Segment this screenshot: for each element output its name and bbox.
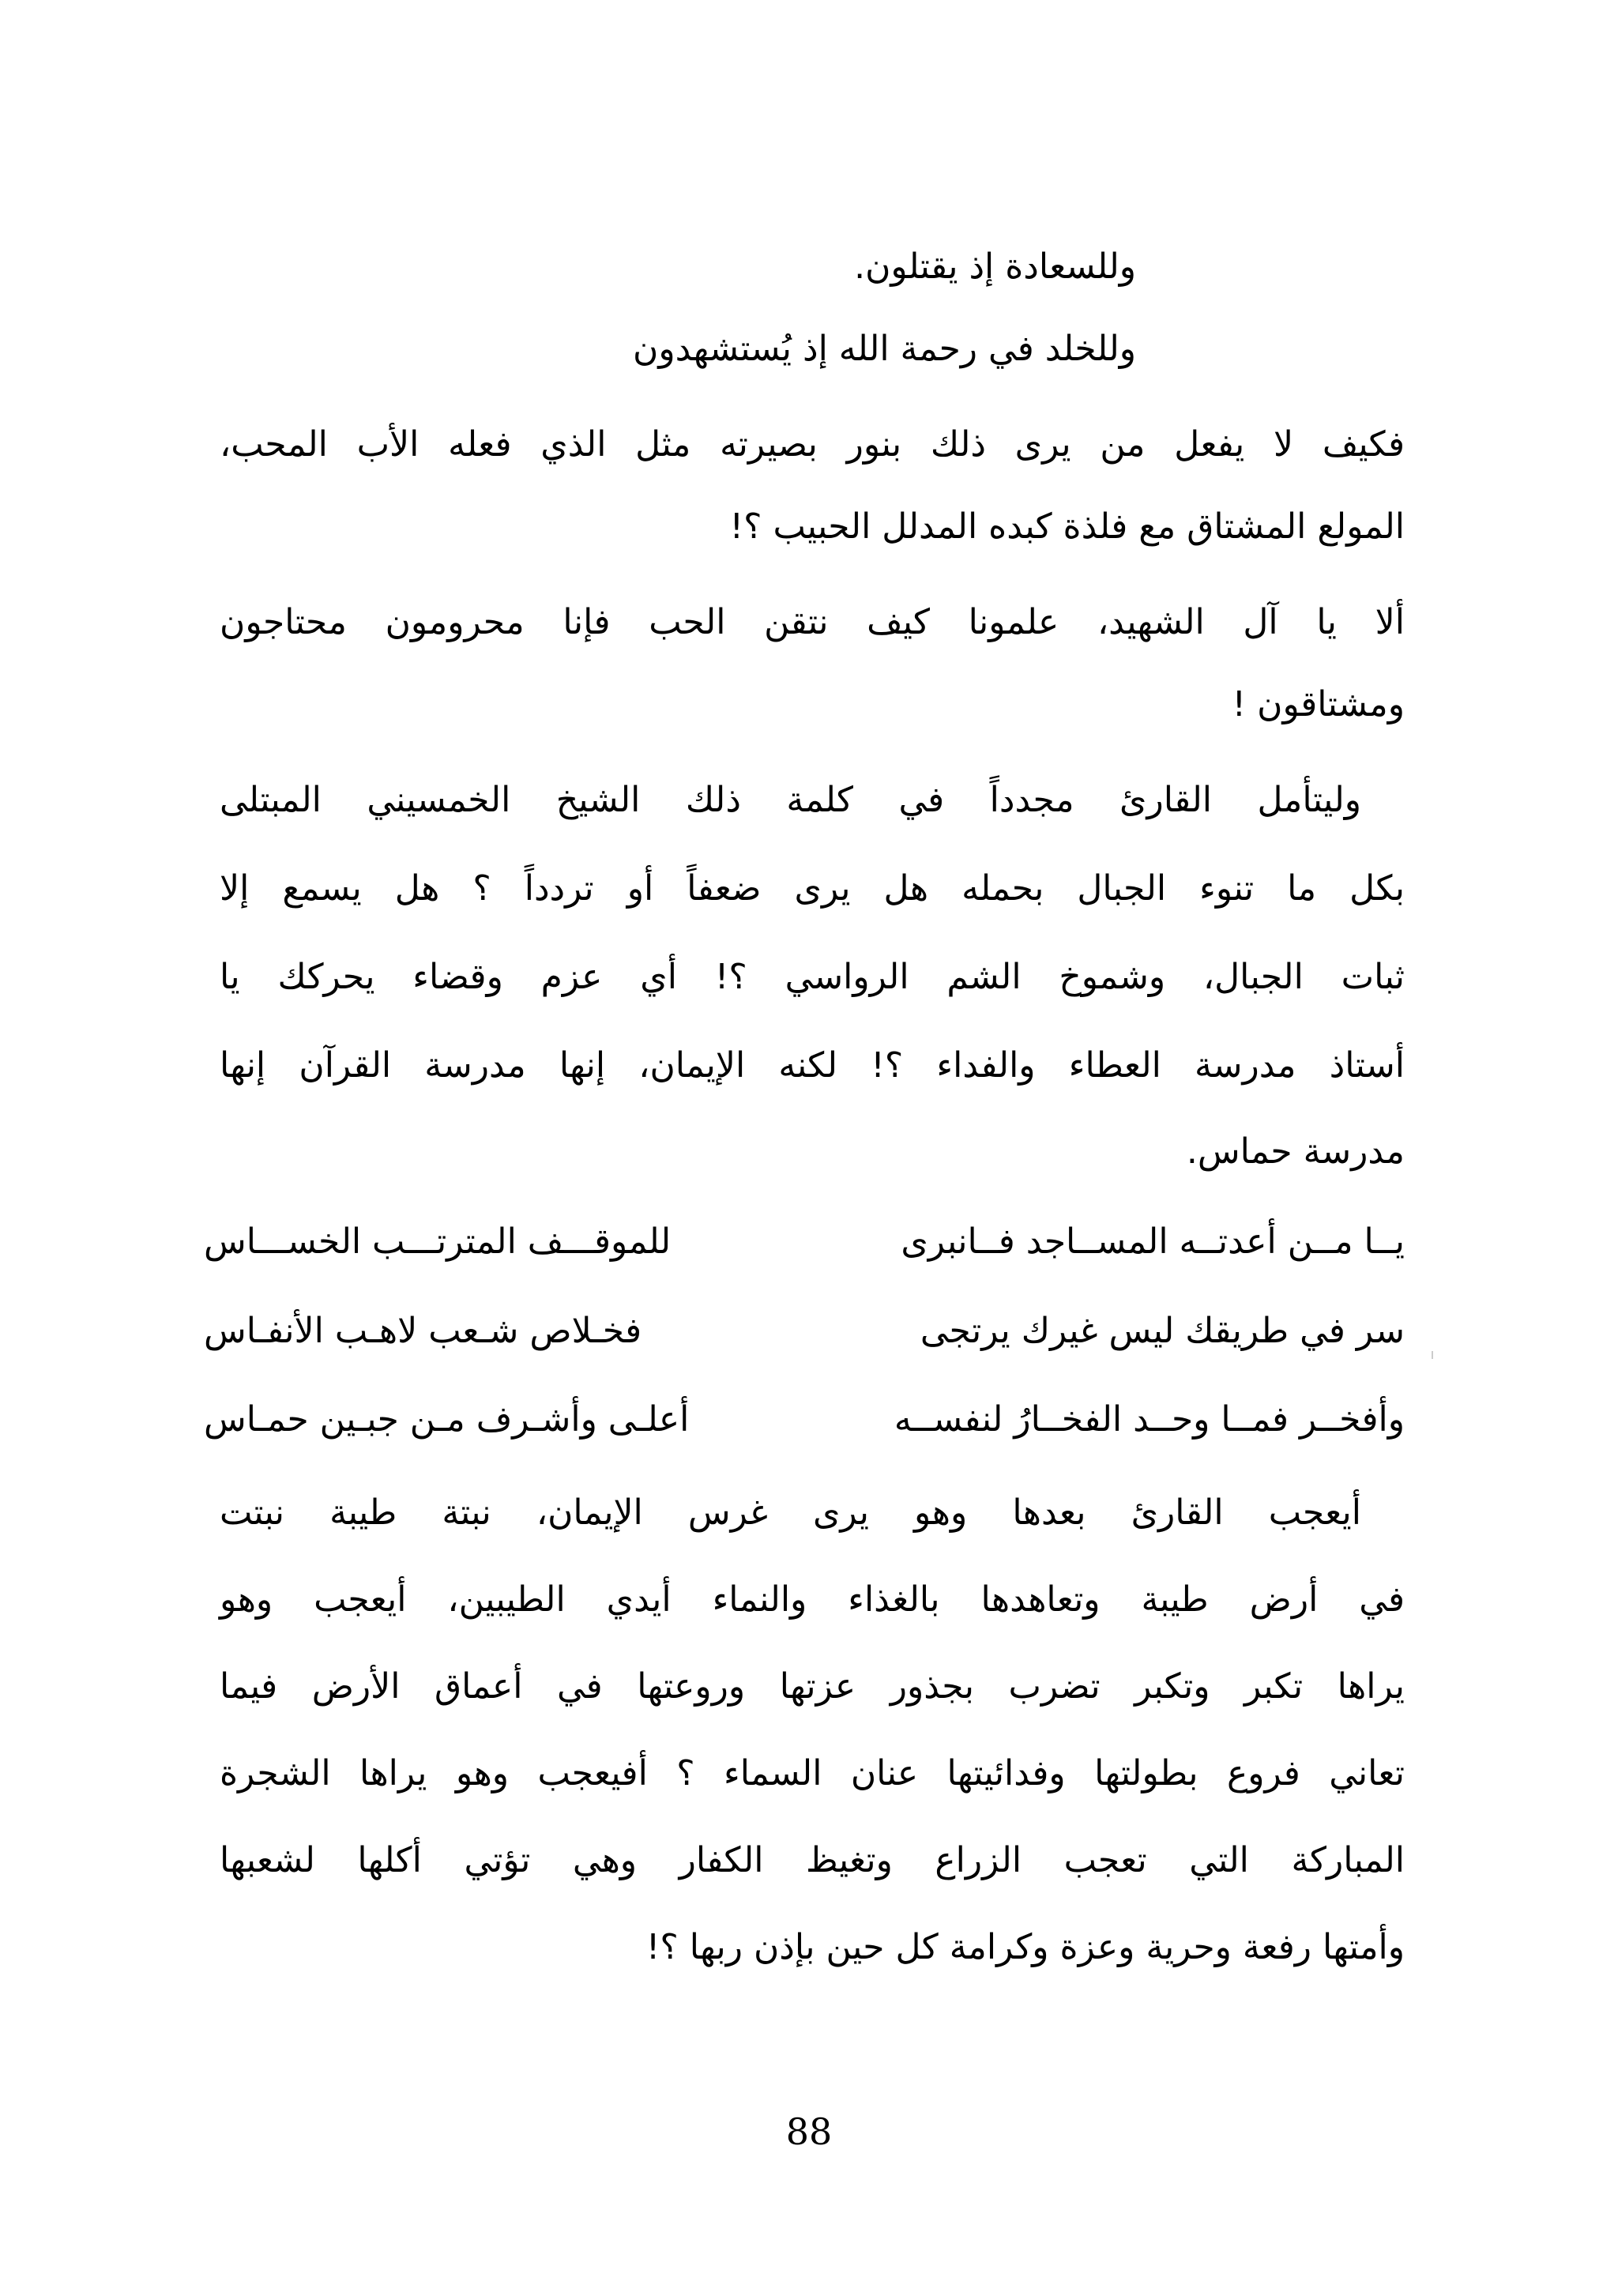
text-line: وليتأمل القارئ مجدداً في كلمة ذلك الشيخ الخمسيني المبتلى: [220, 780, 1361, 820]
text-line: تعاني فروع بطولتها وفدائيتها عنان السماء ؟ أفيعجب وهو يراها الشجرة: [220, 1753, 1405, 1794]
text-line: فكيف لا يفعل من يرى ذلك بنور بصيرته مثل الذي فعله الأب المحب،: [220, 424, 1405, 465]
text-line: ومشتاقون !: [1232, 684, 1405, 725]
text-line: وللسعادة إذ يقتلون.: [854, 247, 1136, 287]
text-line: أيعجب القارئ بعدها وهو يرى غرس الإيمان، نبتة طيبة نبتت: [220, 1492, 1361, 1533]
text-line: مدرسة حماس.: [1186, 1131, 1405, 1172]
scan-mark: [1432, 1351, 1433, 1359]
text-line: ثبات الجبال، وشموخ الشم الرواسي ؟! أي عزم وقضاء يحركك يا: [220, 957, 1405, 997]
poem-hemistich: فخـلاص شـعب لاهـب الأنفـاس: [204, 1311, 642, 1351]
text-line: ألا يا آل الشهيد، علمونا كيف نتقن الحب فإنا محرومون محتاجون: [220, 602, 1405, 642]
poem-hemistich: سر في طريقك ليس غيرك يرتجى: [920, 1311, 1405, 1351]
text-line: يراها تكبر وتكبر تضرب بجذور عزتها وروعتها في أعماق الأرض فيما: [220, 1666, 1405, 1707]
text-line: المولع المشتاق مع فلذة كبده المدلل الحبيب ؟!: [729, 506, 1405, 547]
text-line: أستاذ مدرسة العطاء والفداء ؟! لكنه الإيمان، إنها مدرسة القرآن إنها: [220, 1045, 1405, 1086]
poem-hemistich: أعلـى وأشـرف مـن جبـين حمـاس: [204, 1399, 690, 1440]
poem-hemistich: يــا مــن أعدتــه المســاجد فــانبرى: [901, 1221, 1405, 1262]
text-line: بكل ما تنوء الجبال بحمله هل يرى ضعفاً أو تردداً ؟ هل يسمع إلا: [220, 868, 1405, 909]
poem-hemistich: للموقـــف المترتـــب الخســـاس: [204, 1221, 672, 1262]
text-line: وأمتها رفعة وحرية وعزة وكرامة كل حين بإذن ربها ؟!: [645, 1927, 1405, 1967]
text-line: وللخلد في رحمة الله إذ يُستشهدون: [633, 329, 1136, 369]
text-line: في أرض طيبة وتعاهدها بالغذاء والنماء أيدي الطيبين، أيعجب وهو: [220, 1579, 1405, 1620]
poem-hemistich: وأفخــر فمــا وحــد الفخــارُ لنفســه: [894, 1399, 1405, 1440]
page-number: 88: [785, 2110, 833, 2153]
text-line: المباركة التي تعجب الزراع وتغيظ الكفار وهي تؤتي أكلها لشعبها: [220, 1840, 1405, 1880]
